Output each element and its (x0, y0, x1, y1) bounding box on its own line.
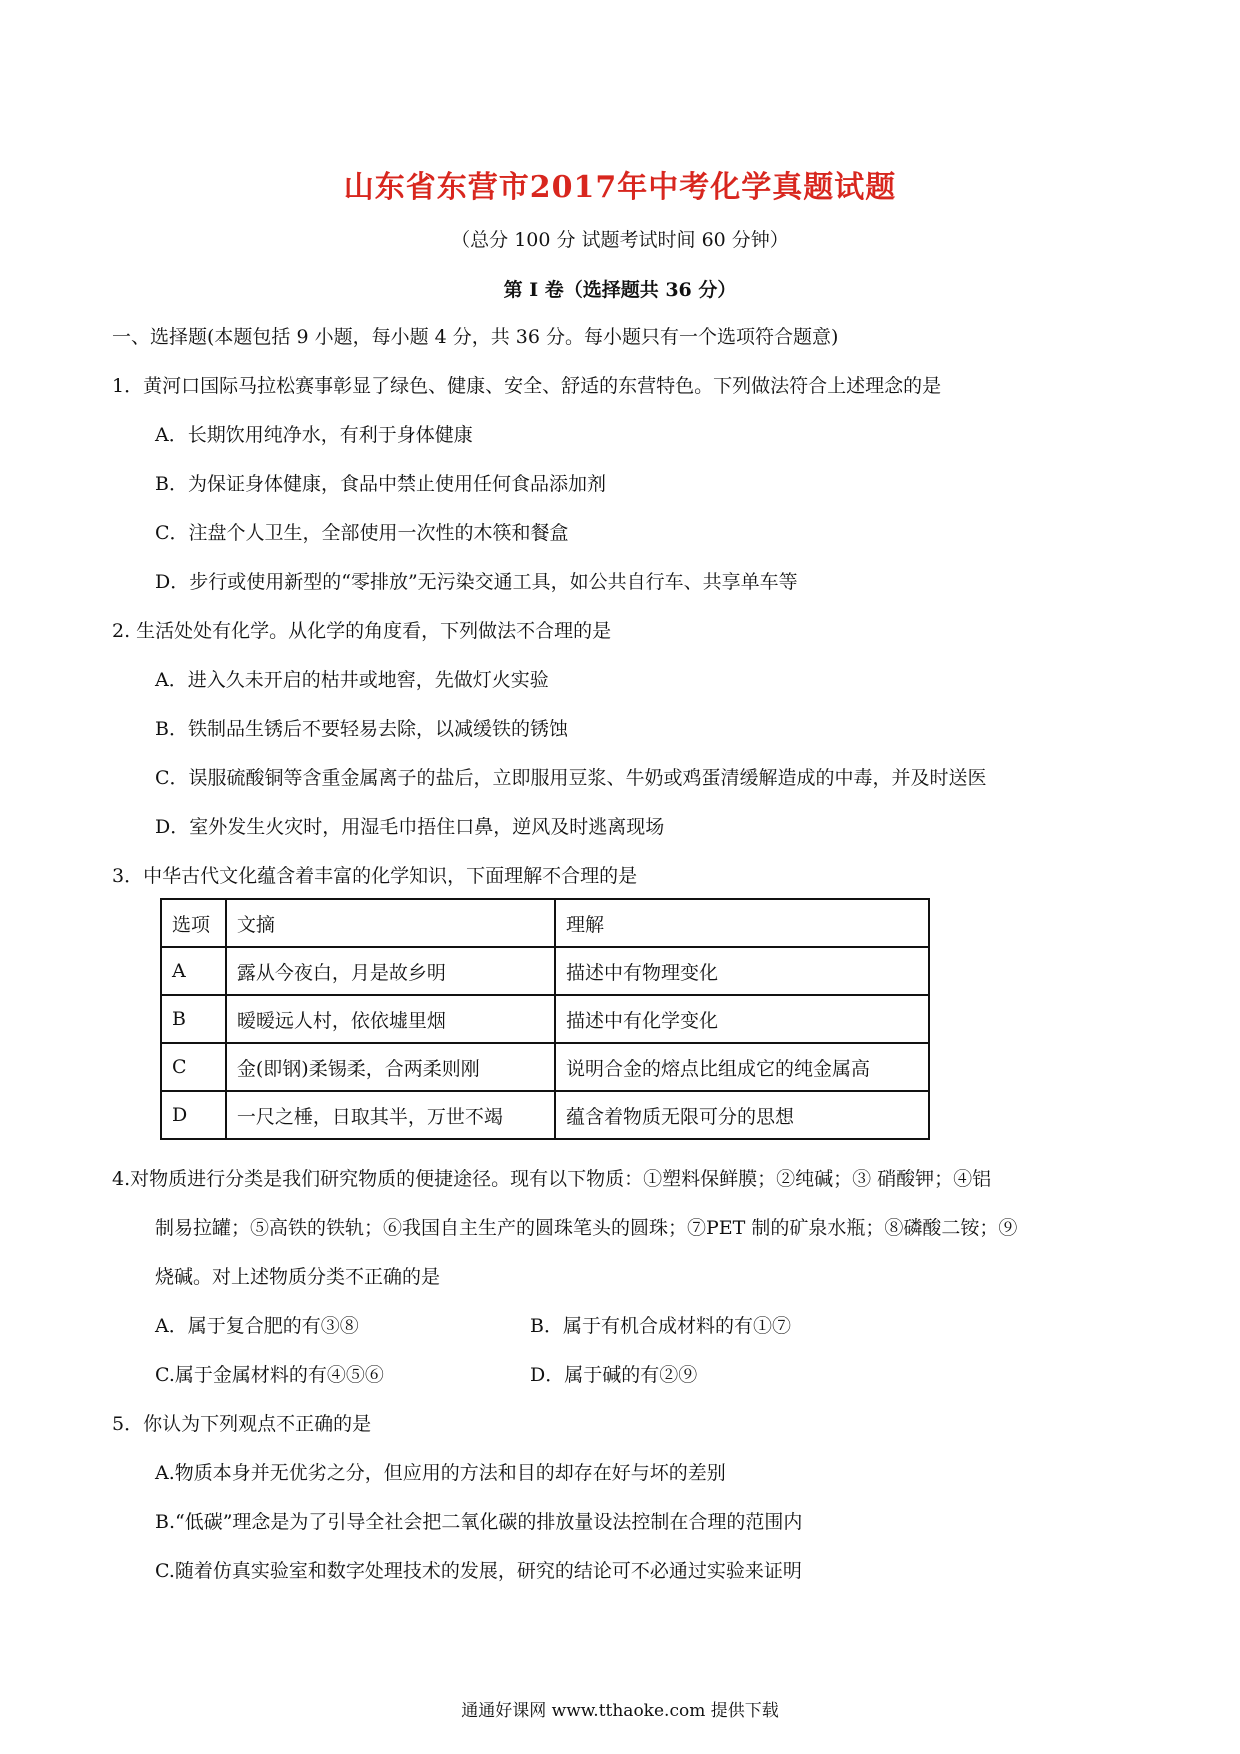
table-cell: 金(即钢)柔锡柔，合两柔则刚 (226, 1043, 555, 1091)
question-1-option-a: A．长期饮用纯净水，有利于身体健康 (155, 424, 473, 446)
section-heading: 一、选择题(本题包括 9 小题，每小题 4 分，共 36 分。每小题只有一个选项符合题意) (112, 326, 839, 348)
question-5-option-a: A.物质本身并无优劣之分，但应用的方法和目的却存在好与坏的差别 (155, 1462, 726, 1484)
table-cell: 露从今夜白，月是故乡明 (226, 947, 555, 995)
question-4-option-c: C.属于金属材料的有④⑤⑥ (155, 1364, 384, 1386)
question-2-stem: 2. 生活处处有化学。从化学的角度看，下列做法不合理的是 (112, 620, 612, 642)
table-row (161, 1043, 929, 1091)
question-4-option-b: B．属于有机合成材料的有①⑦ (530, 1315, 791, 1337)
question-3-stem: 3．中华古代文化蕴含着丰富的化学知识，下面理解不合理的是 (112, 865, 638, 887)
question-5-option-b: B.“低碳”理念是为了引导全社会把二氧化碳的排放量设法控制在合理的范围内 (155, 1511, 803, 1533)
table-row (161, 1091, 929, 1139)
question-1-option-d: D．步行或使用新型的“零排放”无污染交通工具，如公共自行车、共享单车等 (155, 571, 798, 593)
question-2-option-a: A．进入久未开启的枯井或地窖，先做灯火实验 (155, 669, 549, 691)
table-cell: 描述中有物理变化 (555, 947, 929, 995)
table-cell: B (161, 995, 226, 1043)
page-footer: 通通好课网 www.tthaoke.com 提供下载 (461, 1701, 779, 1721)
table-cell: D (161, 1091, 226, 1139)
exam-info: （总分 100 分 试题考试时间 60 分钟） (451, 229, 789, 251)
question-2-option-d: D．室外发生火灾时，用湿毛巾捂住口鼻，逆风及时逃离现场 (155, 816, 665, 838)
question-4-option-d: D．属于碱的有②⑨ (530, 1364, 698, 1386)
table-header-cell: 文摘 (226, 899, 555, 947)
question-4-stem-line-2: 制易拉罐；⑤高铁的铁轨；⑥我国自主生产的圆珠笔头的圆珠；⑦PET 制的矿泉水瓶；⑧磷酸二铵；⑨ (155, 1217, 1018, 1239)
table-cell: C (161, 1043, 226, 1091)
table-cell: 描述中有化学变化 (555, 995, 929, 1043)
question-5-stem: 5．你认为下列观点不正确的是 (112, 1413, 372, 1435)
table-cell: 暧暧远人村，依依墟里烟 (226, 995, 555, 1043)
page-title: 山东省东营市2017年中考化学真题试题 (343, 170, 897, 205)
table-header-row (161, 899, 929, 947)
table-row (161, 995, 929, 1043)
question-2-option-b: B．铁制品生锈后不要轻易去除，以减缓铁的锈蚀 (155, 718, 568, 740)
question-4-stem-line-1: 4.对物质进行分类是我们研究物质的便捷途径。现有以下物质：①塑料保鲜膜；②纯碱；③ 硝酸钾；④铝 (112, 1168, 992, 1190)
question-3-table (160, 898, 930, 1140)
table-header-cell: 理解 (555, 899, 929, 947)
question-5-option-c: C.随着仿真实验室和数字处理技术的发展，研究的结论可不必通过实验来证明 (155, 1560, 802, 1582)
question-2-option-c: C．误服硫酸铜等含重金属离子的盐后，立即服用豆浆、牛奶或鸡蛋清缓解造成的中毒，并及时送医 (155, 767, 987, 789)
question-4-option-a: A．属于复合肥的有③⑧ (155, 1315, 359, 1337)
question-1-option-c: C．注盘个人卫生，全部使用一次性的木筷和餐盒 (155, 522, 569, 544)
table-cell: 蕴含着物质无限可分的思想 (555, 1091, 929, 1139)
table-header-cell: 选项 (161, 899, 226, 947)
table-cell: 一尺之棰，日取其半，万世不竭 (226, 1091, 555, 1139)
table-cell: 说明合金的熔点比组成它的纯金属高 (555, 1043, 929, 1091)
table-row (161, 947, 929, 995)
question-4-stem-line-3: 烧碱。对上述物质分类不正确的是 (155, 1266, 441, 1288)
question-1-stem: 1．黄河口国际马拉松赛事彰显了绿色、健康、安全、舒适的东营特色。下列做法符合上述理念的是 (112, 375, 942, 397)
question-1-option-b: B．为保证身体健康，食品中禁止使用任何食品添加剂 (155, 473, 606, 495)
part-title: 第 I 卷（选择题共 36 分） (503, 279, 737, 301)
table-cell: A (161, 947, 226, 995)
